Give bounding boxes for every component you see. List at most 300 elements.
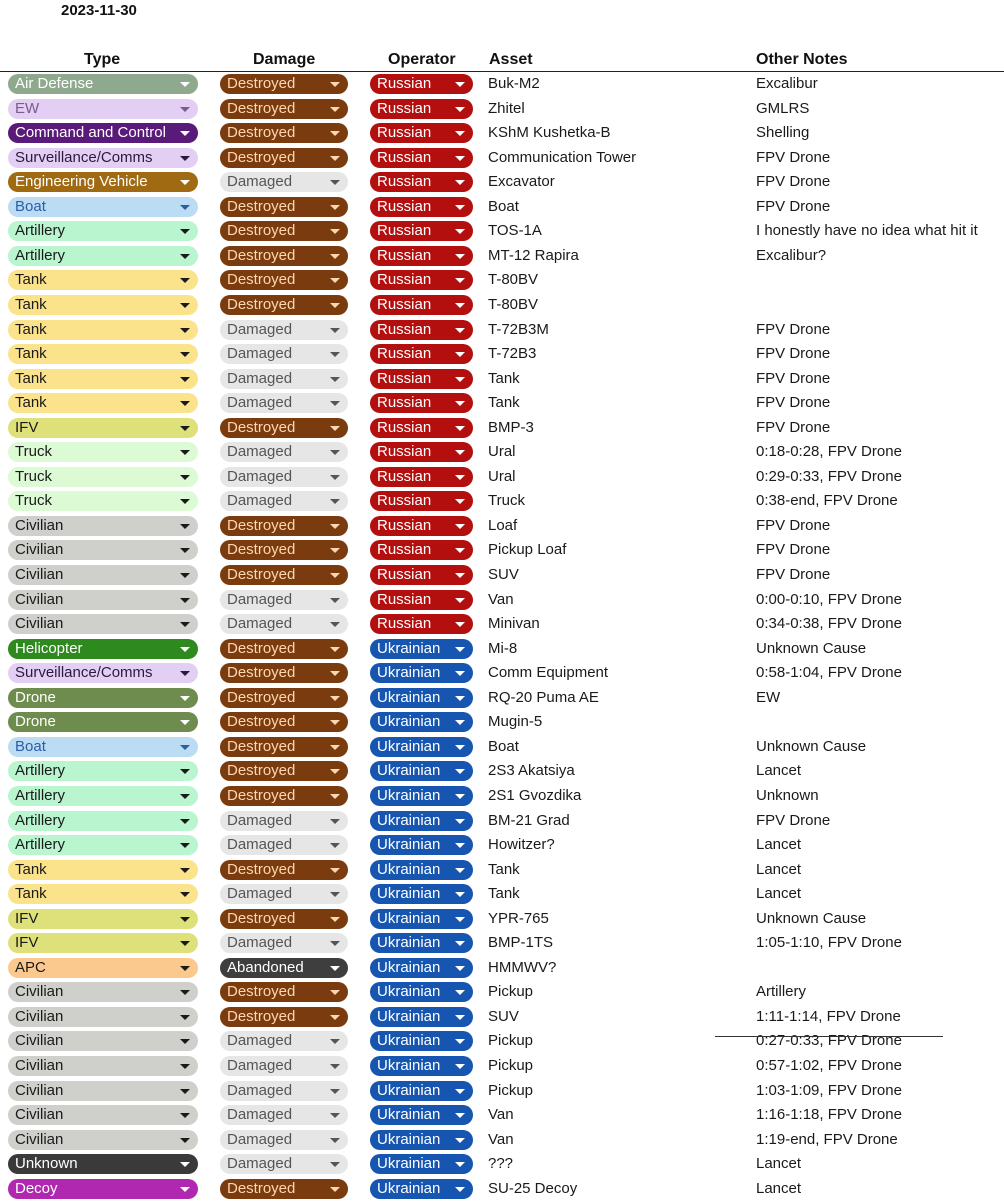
operator-dropdown[interactable] <box>370 393 473 413</box>
operator-dropdown[interactable] <box>370 1105 473 1125</box>
dropdown-arrow-icon[interactable] <box>180 450 190 455</box>
dropdown-arrow-icon[interactable] <box>330 966 340 971</box>
asset-cell[interactable]: Excavator <box>488 173 555 191</box>
notes-cell[interactable]: Artillery <box>756 983 807 1001</box>
damage-dropdown[interactable] <box>220 737 348 757</box>
dropdown-arrow-icon[interactable] <box>330 1138 340 1143</box>
asset-cell[interactable]: Communication Tower <box>488 148 637 166</box>
dropdown-arrow-icon[interactable] <box>455 868 465 873</box>
asset-cell[interactable]: Boat <box>488 197 519 215</box>
notes-cell[interactable]: FPV Drone <box>756 345 831 363</box>
damage-dropdown[interactable] <box>220 1031 348 1051</box>
notes-cell[interactable]: Lancet <box>756 860 802 878</box>
dropdown-arrow-icon[interactable] <box>455 548 465 553</box>
dropdown-arrow-icon[interactable] <box>180 377 190 382</box>
operator-dropdown[interactable] <box>370 811 473 831</box>
asset-cell[interactable]: Comm Equipment <box>488 664 609 682</box>
operator-dropdown[interactable] <box>370 148 473 168</box>
damage-dropdown[interactable] <box>220 933 348 953</box>
asset-cell[interactable]: Van <box>488 590 514 608</box>
damage-dropdown[interactable] <box>220 1081 348 1101</box>
dropdown-arrow-icon[interactable] <box>330 328 340 333</box>
type-dropdown[interactable] <box>8 99 198 119</box>
notes-cell[interactable]: Excalibur? <box>756 246 827 264</box>
type-dropdown[interactable] <box>8 884 198 904</box>
dropdown-arrow-icon[interactable] <box>455 794 465 799</box>
asset-cell[interactable]: Howitzer? <box>488 836 555 854</box>
type-dropdown[interactable] <box>8 811 198 831</box>
dropdown-arrow-icon[interactable] <box>180 1162 190 1167</box>
dropdown-arrow-icon[interactable] <box>455 156 465 161</box>
damage-dropdown[interactable] <box>220 663 348 683</box>
dropdown-arrow-icon[interactable] <box>330 622 340 627</box>
notes-cell[interactable]: 0:58-1:04, FPV Drone <box>756 664 902 682</box>
asset-cell[interactable]: Boat <box>488 737 519 755</box>
operator-dropdown[interactable] <box>370 246 473 266</box>
type-dropdown[interactable] <box>8 712 198 732</box>
type-dropdown[interactable] <box>8 1007 198 1027</box>
operator-dropdown[interactable] <box>370 933 473 953</box>
dropdown-arrow-icon[interactable] <box>455 352 465 357</box>
notes-cell[interactable]: FPV Drone <box>756 320 831 338</box>
damage-dropdown[interactable] <box>220 1007 348 1027</box>
dropdown-arrow-icon[interactable] <box>455 917 465 922</box>
type-dropdown[interactable] <box>8 123 198 143</box>
dropdown-arrow-icon[interactable] <box>455 966 465 971</box>
dropdown-arrow-icon[interactable] <box>330 941 340 946</box>
operator-dropdown[interactable] <box>370 369 473 389</box>
notes-cell[interactable]: 0:57-1:02, FPV Drone <box>756 1057 902 1074</box>
dropdown-arrow-icon[interactable] <box>330 868 340 873</box>
notes-cell[interactable]: Unknown Cause <box>756 909 867 927</box>
dropdown-arrow-icon[interactable] <box>455 254 465 259</box>
notes-cell[interactable]: FPV Drone <box>756 369 831 387</box>
damage-dropdown[interactable] <box>220 270 348 290</box>
operator-dropdown[interactable] <box>370 1056 473 1076</box>
dropdown-arrow-icon[interactable] <box>180 328 190 333</box>
asset-cell[interactable]: Pickup <box>488 983 534 1001</box>
damage-dropdown[interactable] <box>220 590 348 610</box>
damage-dropdown[interactable] <box>220 491 348 511</box>
asset-cell[interactable]: Tank <box>488 394 520 412</box>
type-dropdown[interactable] <box>8 540 198 560</box>
dropdown-arrow-icon[interactable] <box>180 352 190 357</box>
damage-dropdown[interactable] <box>220 246 348 266</box>
dropdown-arrow-icon[interactable] <box>180 1089 190 1094</box>
asset-cell[interactable]: Tank <box>488 369 520 387</box>
operator-dropdown[interactable] <box>370 639 473 659</box>
type-dropdown[interactable] <box>8 369 198 389</box>
notes-cell[interactable]: 0:27-0:33, FPV Drone <box>756 1032 902 1050</box>
dropdown-arrow-icon[interactable] <box>180 941 190 946</box>
operator-dropdown[interactable] <box>370 1081 473 1101</box>
operator-dropdown[interactable] <box>370 958 473 978</box>
dropdown-arrow-icon[interactable] <box>180 1015 190 1020</box>
dropdown-arrow-icon[interactable] <box>180 156 190 161</box>
dropdown-arrow-icon[interactable] <box>455 573 465 578</box>
damage-dropdown[interactable] <box>220 418 348 438</box>
dropdown-arrow-icon[interactable] <box>330 450 340 455</box>
notes-cell[interactable]: 0:00-0:10, FPV Drone <box>756 590 902 608</box>
damage-dropdown[interactable] <box>220 1105 348 1125</box>
dropdown-arrow-icon[interactable] <box>455 696 465 701</box>
dropdown-arrow-icon[interactable] <box>455 107 465 112</box>
operator-dropdown[interactable] <box>370 442 473 462</box>
dropdown-arrow-icon[interactable] <box>455 180 465 185</box>
damage-dropdown[interactable] <box>220 565 348 585</box>
dropdown-arrow-icon[interactable] <box>330 696 340 701</box>
operator-dropdown[interactable] <box>370 172 473 192</box>
dropdown-arrow-icon[interactable] <box>180 254 190 259</box>
asset-cell[interactable]: T-72B3 <box>488 345 537 363</box>
dropdown-arrow-icon[interactable] <box>180 917 190 922</box>
damage-dropdown[interactable] <box>220 123 348 143</box>
operator-dropdown[interactable] <box>370 712 473 732</box>
operator-dropdown[interactable] <box>370 74 473 94</box>
operator-dropdown[interactable] <box>370 516 473 536</box>
dropdown-arrow-icon[interactable] <box>330 254 340 259</box>
operator-dropdown[interactable] <box>370 491 473 511</box>
operator-dropdown[interactable] <box>370 1031 473 1051</box>
asset-cell[interactable]: SUV <box>488 1007 519 1025</box>
dropdown-arrow-icon[interactable] <box>330 303 340 308</box>
operator-dropdown[interactable] <box>370 270 473 290</box>
damage-dropdown[interactable] <box>220 614 348 634</box>
type-dropdown[interactable] <box>8 270 198 290</box>
dropdown-arrow-icon[interactable] <box>180 671 190 676</box>
asset-cell[interactable]: ??? <box>488 1155 514 1173</box>
dropdown-arrow-icon[interactable] <box>330 794 340 799</box>
dropdown-arrow-icon[interactable] <box>180 868 190 873</box>
asset-cell[interactable]: Pickup <box>488 1057 534 1074</box>
asset-cell[interactable]: SUV <box>488 566 519 583</box>
dropdown-arrow-icon[interactable] <box>330 671 340 676</box>
type-dropdown[interactable] <box>8 1031 198 1051</box>
dropdown-arrow-icon[interactable] <box>330 1162 340 1167</box>
asset-cell[interactable]: T-72B3M <box>488 320 549 338</box>
operator-dropdown[interactable] <box>370 99 473 119</box>
type-dropdown[interactable] <box>8 835 198 855</box>
dropdown-arrow-icon[interactable] <box>330 917 340 922</box>
dropdown-arrow-icon[interactable] <box>330 499 340 504</box>
operator-dropdown[interactable] <box>370 737 473 757</box>
dropdown-arrow-icon[interactable] <box>180 573 190 578</box>
dropdown-arrow-icon[interactable] <box>180 1113 190 1118</box>
dropdown-arrow-icon[interactable] <box>455 1162 465 1167</box>
dropdown-arrow-icon[interactable] <box>180 1039 190 1044</box>
damage-dropdown[interactable] <box>220 639 348 659</box>
asset-cell[interactable]: Van <box>488 1106 514 1124</box>
asset-cell[interactable]: Tank <box>488 885 520 903</box>
notes-cell[interactable]: Lancet <box>756 1155 802 1173</box>
damage-dropdown[interactable] <box>220 909 348 929</box>
damage-dropdown[interactable] <box>220 516 348 536</box>
type-dropdown[interactable] <box>8 688 198 708</box>
damage-dropdown[interactable] <box>220 761 348 781</box>
type-dropdown[interactable] <box>8 246 198 266</box>
type-dropdown[interactable] <box>8 491 198 511</box>
dropdown-arrow-icon[interactable] <box>180 794 190 799</box>
dropdown-arrow-icon[interactable] <box>330 892 340 897</box>
asset-cell[interactable]: T-80BV <box>488 295 539 313</box>
operator-dropdown[interactable] <box>370 1130 473 1150</box>
type-dropdown[interactable] <box>8 1130 198 1150</box>
dropdown-arrow-icon[interactable] <box>330 720 340 725</box>
type-dropdown[interactable] <box>8 590 198 610</box>
notes-cell[interactable]: 1:11-1:14, FPV Drone <box>756 1007 901 1025</box>
dropdown-arrow-icon[interactable] <box>180 524 190 529</box>
asset-cell[interactable]: Pickup <box>488 1032 534 1050</box>
header-damage[interactable]: Damage <box>253 51 316 68</box>
damage-dropdown[interactable] <box>220 982 348 1002</box>
dropdown-arrow-icon[interactable] <box>330 426 340 431</box>
type-dropdown[interactable] <box>8 221 198 241</box>
dropdown-arrow-icon[interactable] <box>455 377 465 382</box>
type-dropdown[interactable] <box>8 958 198 978</box>
type-dropdown[interactable] <box>8 344 198 364</box>
damage-dropdown[interactable] <box>220 1154 348 1174</box>
dropdown-arrow-icon[interactable] <box>330 401 340 406</box>
dropdown-arrow-icon[interactable] <box>180 303 190 308</box>
type-dropdown[interactable] <box>8 295 198 315</box>
dropdown-arrow-icon[interactable] <box>330 843 340 848</box>
dropdown-arrow-icon[interactable] <box>455 671 465 676</box>
asset-cell[interactable]: Mugin-5 <box>488 713 543 731</box>
dropdown-arrow-icon[interactable] <box>180 598 190 603</box>
damage-dropdown[interactable] <box>220 712 348 732</box>
dropdown-arrow-icon[interactable] <box>455 401 465 406</box>
type-dropdown[interactable] <box>8 933 198 953</box>
dropdown-arrow-icon[interactable] <box>180 843 190 848</box>
damage-dropdown[interactable] <box>220 958 348 978</box>
dropdown-arrow-icon[interactable] <box>330 352 340 357</box>
damage-dropdown[interactable] <box>220 148 348 168</box>
type-dropdown[interactable] <box>8 516 198 536</box>
dropdown-arrow-icon[interactable] <box>330 573 340 578</box>
dropdown-arrow-icon[interactable] <box>455 941 465 946</box>
damage-dropdown[interactable] <box>220 835 348 855</box>
notes-cell[interactable]: FPV Drone <box>756 516 831 534</box>
dropdown-arrow-icon[interactable] <box>180 990 190 995</box>
operator-dropdown[interactable] <box>370 123 473 143</box>
operator-dropdown[interactable] <box>370 221 473 241</box>
asset-cell[interactable]: Ural <box>488 467 516 485</box>
asset-cell[interactable]: 2S1 Gvozdika <box>488 786 582 804</box>
damage-dropdown[interactable] <box>220 811 348 831</box>
type-dropdown[interactable] <box>8 197 198 217</box>
asset-cell[interactable]: Truck <box>488 492 525 510</box>
type-dropdown[interactable] <box>8 614 198 634</box>
dropdown-arrow-icon[interactable] <box>455 499 465 504</box>
dropdown-arrow-icon[interactable] <box>180 1138 190 1143</box>
type-dropdown[interactable] <box>8 1081 198 1101</box>
damage-dropdown[interactable] <box>220 1056 348 1076</box>
dropdown-arrow-icon[interactable] <box>455 450 465 455</box>
notes-cell[interactable]: FPV Drone <box>756 541 831 559</box>
type-dropdown[interactable] <box>8 1105 198 1125</box>
dropdown-arrow-icon[interactable] <box>180 966 190 971</box>
dropdown-arrow-icon[interactable] <box>330 131 340 136</box>
asset-cell[interactable]: TOS-1A <box>488 222 542 240</box>
dropdown-arrow-icon[interactable] <box>180 892 190 897</box>
operator-dropdown[interactable] <box>370 884 473 904</box>
notes-cell[interactable]: 0:34-0:38, FPV Drone <box>756 615 902 633</box>
operator-dropdown[interactable] <box>370 1007 473 1027</box>
damage-dropdown[interactable] <box>220 344 348 364</box>
notes-cell[interactable]: GMLRS <box>756 99 810 117</box>
damage-dropdown[interactable] <box>220 74 348 94</box>
type-dropdown[interactable] <box>8 1179 198 1199</box>
dropdown-arrow-icon[interactable] <box>330 990 340 995</box>
asset-cell[interactable]: MT-12 Rapira <box>488 246 579 264</box>
notes-cell[interactable]: 1:05-1:10, FPV Drone <box>756 934 902 952</box>
asset-cell[interactable]: T-80BV <box>488 271 539 289</box>
damage-dropdown[interactable] <box>220 197 348 217</box>
type-dropdown[interactable] <box>8 1154 198 1174</box>
dropdown-arrow-icon[interactable] <box>180 426 190 431</box>
header-operator[interactable]: Operator <box>388 51 456 68</box>
operator-dropdown[interactable] <box>370 295 473 315</box>
dropdown-arrow-icon[interactable] <box>330 82 340 87</box>
asset-cell[interactable]: Tank <box>488 860 520 878</box>
notes-cell[interactable]: EW <box>756 688 781 706</box>
dropdown-arrow-icon[interactable] <box>455 622 465 627</box>
dropdown-arrow-icon[interactable] <box>180 745 190 750</box>
dropdown-arrow-icon[interactable] <box>330 1039 340 1044</box>
type-dropdown[interactable] <box>8 565 198 585</box>
dropdown-arrow-icon[interactable] <box>330 278 340 283</box>
type-dropdown[interactable] <box>8 737 198 757</box>
damage-dropdown[interactable] <box>220 688 348 708</box>
asset-cell[interactable]: Mi-8 <box>488 639 518 657</box>
damage-dropdown[interactable] <box>220 786 348 806</box>
dropdown-arrow-icon[interactable] <box>455 769 465 774</box>
notes-cell[interactable]: Lancet <box>756 1179 802 1197</box>
dropdown-arrow-icon[interactable] <box>455 524 465 529</box>
type-dropdown[interactable] <box>8 442 198 462</box>
type-dropdown[interactable] <box>8 761 198 781</box>
type-dropdown[interactable] <box>8 786 198 806</box>
notes-cell[interactable]: Unknown Cause <box>756 737 867 755</box>
operator-dropdown[interactable] <box>370 663 473 683</box>
dropdown-arrow-icon[interactable] <box>180 819 190 824</box>
dropdown-arrow-icon[interactable] <box>180 180 190 185</box>
type-dropdown[interactable] <box>8 148 198 168</box>
operator-dropdown[interactable] <box>370 1154 473 1174</box>
notes-cell[interactable]: Lancet <box>756 836 802 854</box>
notes-cell[interactable]: 1:16-1:18, FPV Drone <box>756 1106 902 1124</box>
type-dropdown[interactable] <box>8 74 198 94</box>
notes-cell[interactable]: FPV Drone <box>756 811 831 829</box>
damage-dropdown[interactable] <box>220 884 348 904</box>
operator-dropdown[interactable] <box>370 786 473 806</box>
dropdown-arrow-icon[interactable] <box>180 229 190 234</box>
asset-cell[interactable]: 2S3 Akatsiya <box>488 762 575 780</box>
dropdown-arrow-icon[interactable] <box>455 647 465 652</box>
dropdown-arrow-icon[interactable] <box>330 229 340 234</box>
dropdown-arrow-icon[interactable] <box>455 1039 465 1044</box>
notes-cell[interactable]: Lancet <box>756 762 802 780</box>
dropdown-arrow-icon[interactable] <box>330 475 340 480</box>
operator-dropdown[interactable] <box>370 540 473 560</box>
type-dropdown[interactable] <box>8 1056 198 1076</box>
notes-cell[interactable]: FPV Drone <box>756 197 831 215</box>
asset-cell[interactable]: HMMWV? <box>488 958 557 976</box>
type-dropdown[interactable] <box>8 393 198 413</box>
dropdown-arrow-icon[interactable] <box>455 720 465 725</box>
dropdown-arrow-icon[interactable] <box>330 377 340 382</box>
notes-cell[interactable]: Lancet <box>756 885 802 903</box>
dropdown-arrow-icon[interactable] <box>455 1138 465 1143</box>
dropdown-arrow-icon[interactable] <box>330 156 340 161</box>
dropdown-arrow-icon[interactable] <box>180 1187 190 1192</box>
dropdown-arrow-icon[interactable] <box>455 598 465 603</box>
dropdown-arrow-icon[interactable] <box>330 1015 340 1020</box>
header-type[interactable]: Type <box>84 51 121 68</box>
operator-dropdown[interactable] <box>370 344 473 364</box>
dropdown-arrow-icon[interactable] <box>180 82 190 87</box>
damage-dropdown[interactable] <box>220 1179 348 1199</box>
dropdown-arrow-icon[interactable] <box>330 205 340 210</box>
damage-dropdown[interactable] <box>220 172 348 192</box>
asset-cell[interactable]: RQ-20 Puma AE <box>488 688 599 706</box>
asset-cell[interactable]: Minivan <box>488 615 540 633</box>
dropdown-arrow-icon[interactable] <box>455 1089 465 1094</box>
type-dropdown[interactable] <box>8 639 198 659</box>
dropdown-arrow-icon[interactable] <box>455 303 465 308</box>
dropdown-arrow-icon[interactable] <box>330 1187 340 1192</box>
asset-cell[interactable]: Zhitel <box>488 99 525 117</box>
dropdown-arrow-icon[interactable] <box>455 82 465 87</box>
notes-cell[interactable]: 1:03-1:09, FPV Drone <box>756 1081 902 1099</box>
asset-cell[interactable]: Buk-M2 <box>488 75 540 92</box>
type-dropdown[interactable] <box>8 909 198 929</box>
type-dropdown[interactable] <box>8 172 198 192</box>
dropdown-arrow-icon[interactable] <box>180 720 190 725</box>
dropdown-arrow-icon[interactable] <box>330 769 340 774</box>
asset-cell[interactable]: BM-21 Grad <box>488 811 570 829</box>
notes-cell[interactable]: Excalibur <box>756 75 818 92</box>
damage-dropdown[interactable] <box>220 221 348 241</box>
dropdown-arrow-icon[interactable] <box>330 548 340 553</box>
dropdown-arrow-icon[interactable] <box>180 131 190 136</box>
operator-dropdown[interactable] <box>370 1179 473 1199</box>
dropdown-arrow-icon[interactable] <box>330 598 340 603</box>
notes-cell[interactable]: Unknown Cause <box>756 639 867 657</box>
dropdown-arrow-icon[interactable] <box>455 278 465 283</box>
dropdown-arrow-icon[interactable] <box>180 278 190 283</box>
damage-dropdown[interactable] <box>220 860 348 880</box>
notes-cell[interactable]: Unknown <box>756 786 819 804</box>
dropdown-arrow-icon[interactable] <box>455 1113 465 1118</box>
dropdown-arrow-icon[interactable] <box>180 769 190 774</box>
dropdown-arrow-icon[interactable] <box>180 548 190 553</box>
operator-dropdown[interactable] <box>370 860 473 880</box>
dropdown-arrow-icon[interactable] <box>455 328 465 333</box>
damage-dropdown[interactable] <box>220 99 348 119</box>
operator-dropdown[interactable] <box>370 761 473 781</box>
asset-cell[interactable]: Loaf <box>488 516 518 534</box>
dropdown-arrow-icon[interactable] <box>455 475 465 480</box>
header-other-notes[interactable]: Other Notes <box>756 51 848 68</box>
notes-cell[interactable]: 0:38-end, FPV Drone <box>756 492 898 510</box>
dropdown-arrow-icon[interactable] <box>330 647 340 652</box>
asset-cell[interactable]: KShM Kushetka-B <box>488 124 611 142</box>
notes-cell[interactable]: 0:18-0:28, FPV Drone <box>756 443 902 461</box>
asset-cell[interactable]: YPR-765 <box>488 909 549 927</box>
dropdown-arrow-icon[interactable] <box>180 647 190 652</box>
dropdown-arrow-icon[interactable] <box>455 1015 465 1020</box>
